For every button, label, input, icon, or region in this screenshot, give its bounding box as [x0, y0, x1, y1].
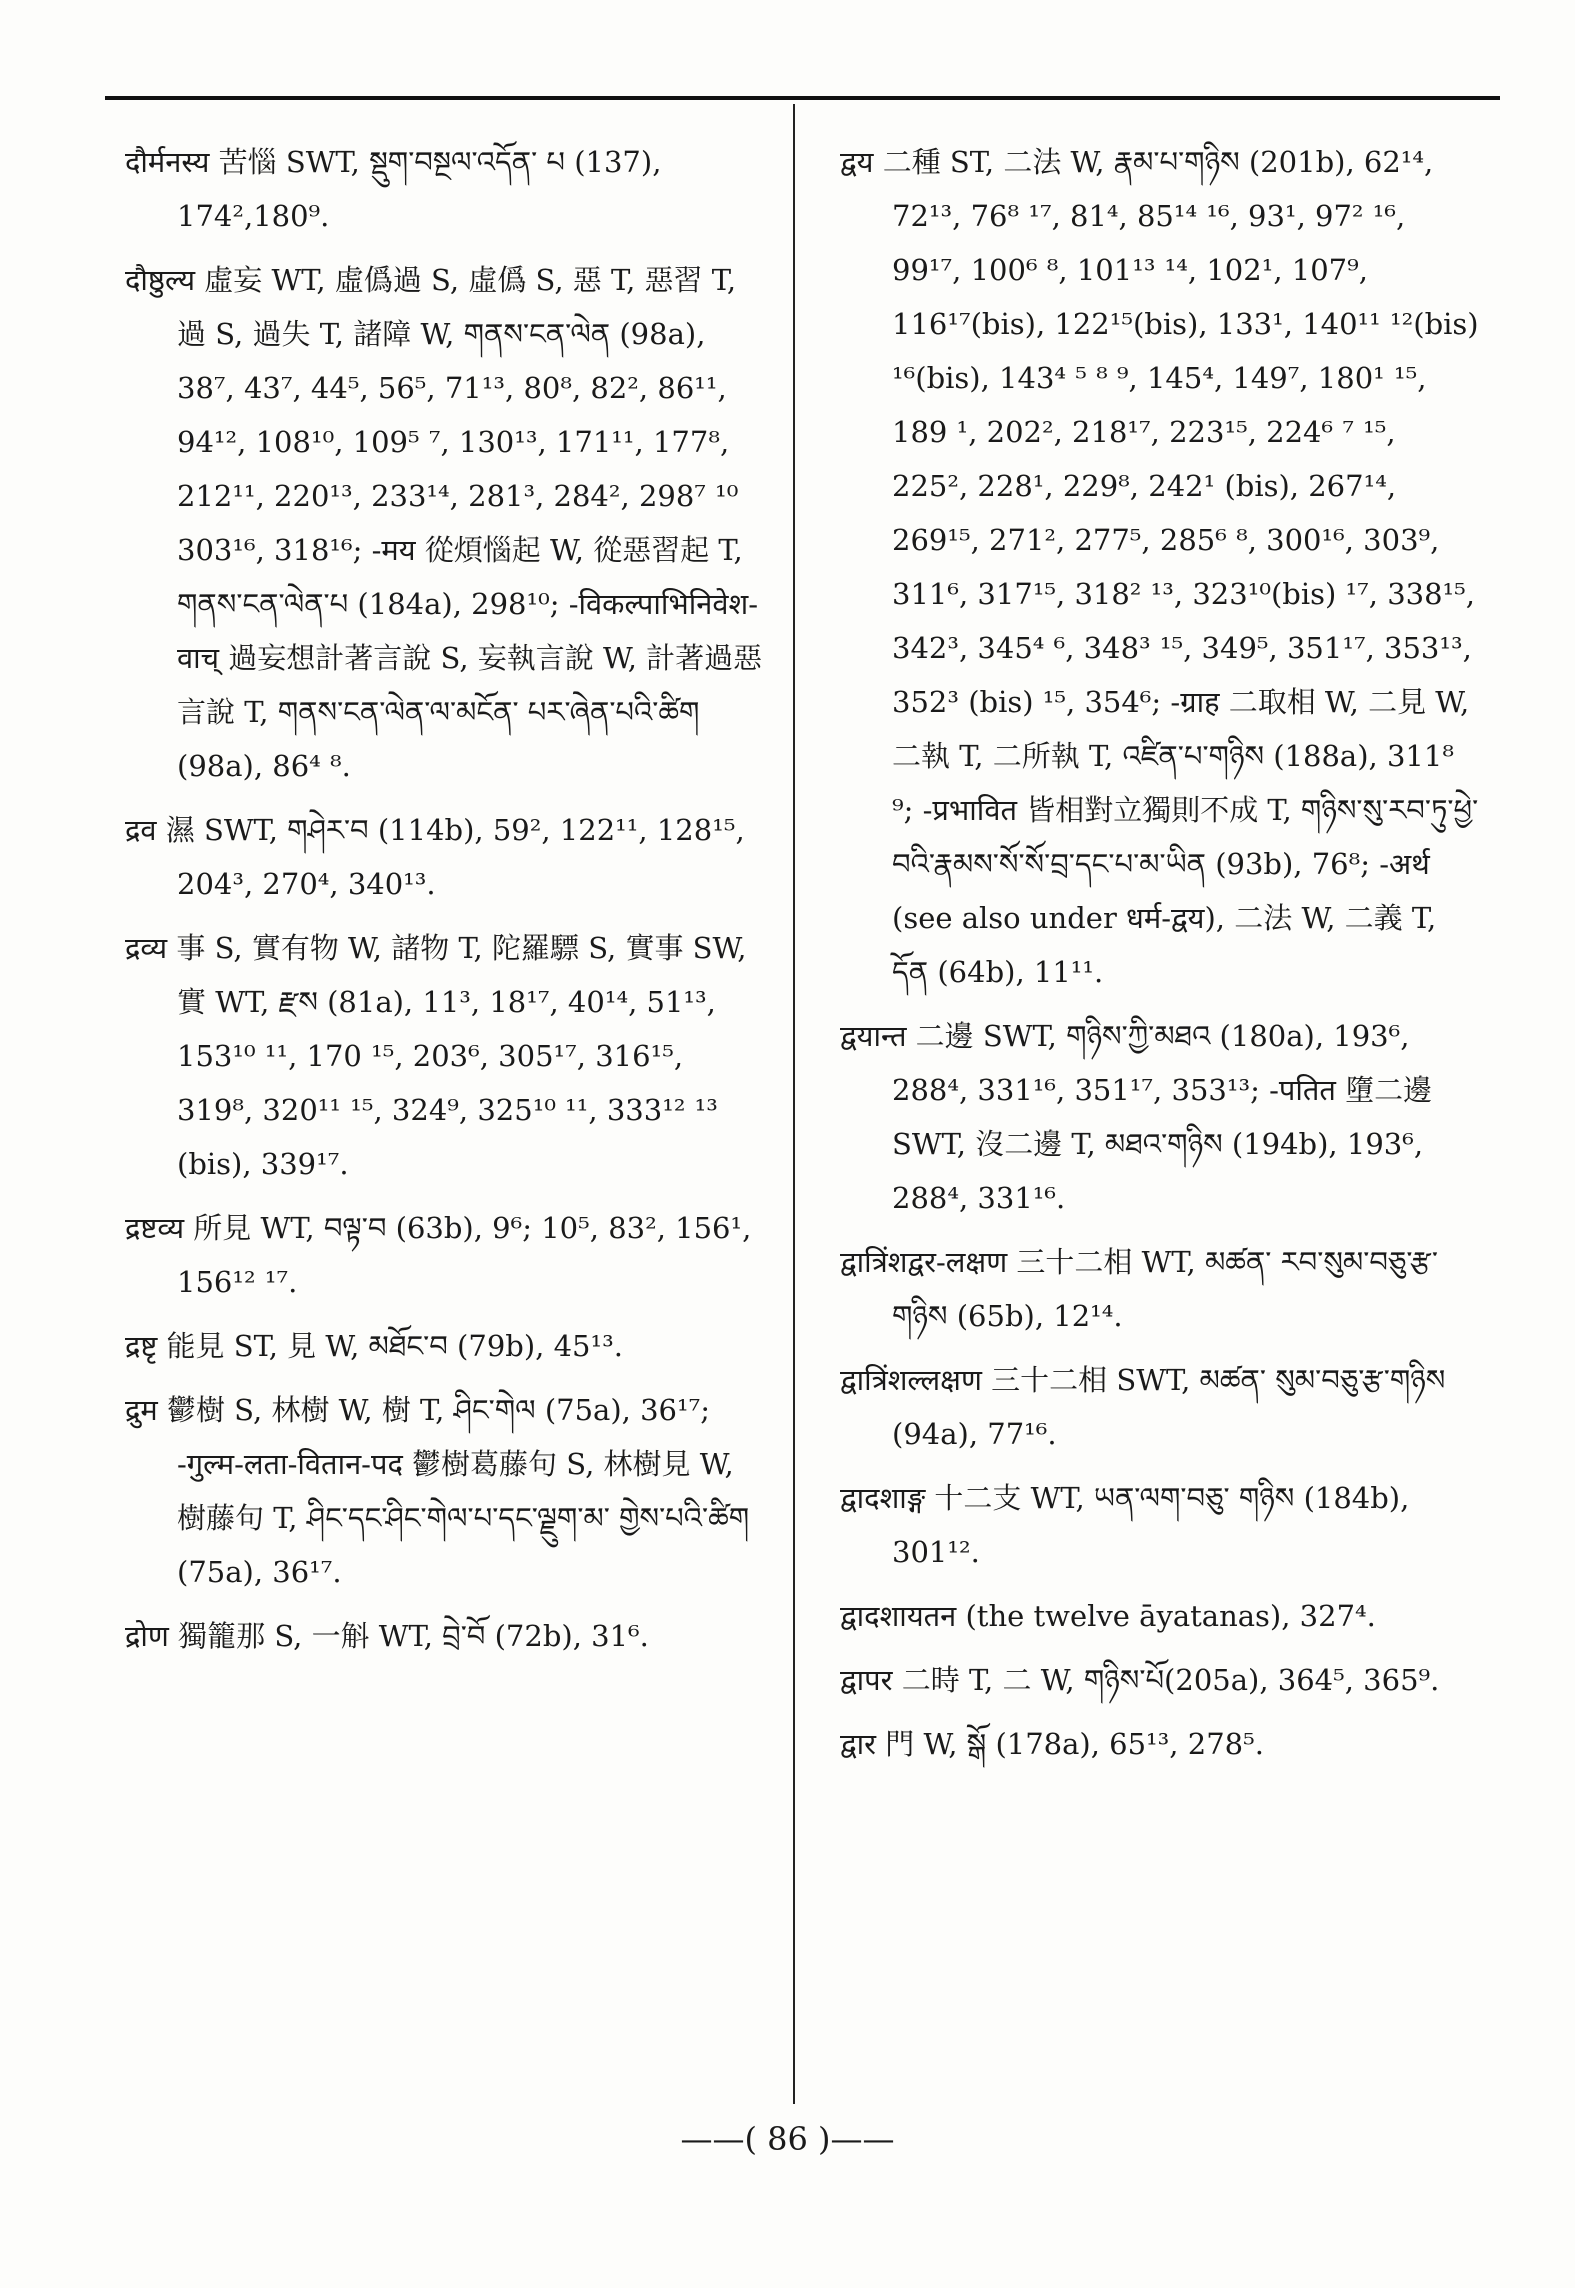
- entry: द्वार 門 W, སྒོ (178a), 65¹³, 278⁵.: [840, 1727, 1264, 1761]
- entry: दौर्मनस्य 苦惱 SWT, སྡུག་བསྔལ་འདོན་ པ (137), 174²,180⁹.: [125, 145, 662, 233]
- entry: द्वापर 二時 T, 二 W, གཉིས་པོ(205a), 364⁵, 365⁹.: [840, 1663, 1440, 1697]
- entry: द्वादशाङ्ग 十二支 WT, ཡན་ལག་བཅུ་ གཉིས (184b), 301¹².: [840, 1481, 1410, 1569]
- column-divider: [793, 104, 795, 2104]
- entry: द्वयान्त 二邊 SWT, གཉིས་ཀྱི་མཐའ (180a), 193⁶, 288⁴, 331¹⁶, 351¹⁷, 353¹³; -पतित 墮二邊 SWT, 沒二邊 T, མཐའ་གཉིས (194b), 193⁶, 288⁴, 331¹⁶.: [840, 1019, 1433, 1215]
- entry: द्वय 二種 ST, 二法 W, རྣམ་པ་གཉིས (201b), 62¹⁴, 72¹³, 76⁸ ¹⁷, 81⁴, 85¹⁴ ¹⁶, 93¹, 97² ¹⁶, 99¹⁷, 100⁶ ⁸, 101¹³ ¹⁴, 102¹, 107⁹, 116¹⁷(bis), 122¹⁵(bis), 133¹, 140¹¹ ¹²(bis) ¹⁶(bis), 143⁴ ⁵ ⁸ ⁹, 145⁴, 149⁷, 180¹ ¹⁵, 189 ¹, 202², 218¹⁷, 223¹⁵, 224⁶ ⁷ ¹⁵, 225², 228¹, 229⁸, 242¹ (bis), 267¹⁴, 269¹⁵, 271², 277⁵, 285⁶ ⁸, 300¹⁶, 303⁹, 311⁶, 317¹⁵, 318² ¹³, 323¹⁰(bis) ¹⁷, 338¹⁵, 342³, 345⁴ ⁶, 348³ ¹⁵, 349⁵, 351¹⁷, 353¹³, 352³ (bis) ¹⁵, 354⁶; -ग्राह 二取相 W, 二見 W, 二執 T, 二所執 T, འཛིན་པ་གཉིས (188a), 311⁸ ⁹; -प्रभावित 皆相對立獨則不成 T, གཉིས་སུ་རབ་ཏུ་ཕྱེ་ བའི་རྣམས་སོ་སོ་བྲ་དང་པ་མ་ཡིན (93b), 76⁸; -अर्थ (see also under धर्म-द्वय), 二法 W, 二義 T, དོན (64b), 11¹¹.: [840, 145, 1479, 989]
- top-rule: [105, 96, 1500, 100]
- page-number: ——( 86 )——: [680, 2120, 895, 2158]
- entry: द्रुम 鬱樹 S, 林樹 W, 樹 T, ཤིང་གེལ (75a), 36¹⁷; -गुल्म-लता-वितान-पद 鬱樹葛藤句 S, 林樹見 W, 樹藤句 T, ཤིང་དང་ཤིང་གེལ་པ་དང་ལྗུག་མ་ གྱེས་པའི་ཚིག (75a), 36¹⁷.: [125, 1393, 750, 1589]
- entry: द्रव्य 事 S, 實有物 W, 諸物 T, 陀羅驃 S, 實事 SW, 實 WT, རྫས (81a), 11³, 18¹⁷, 40¹⁴, 51¹³, 153¹⁰ ¹¹, 170 ¹⁵, 203⁶, 305¹⁷, 316¹⁵, 319⁸, 320¹¹ ¹⁵, 324⁹, 325¹⁰ ¹¹, 333¹² ¹³ (bis), 339¹⁷.: [125, 931, 747, 1181]
- right-column: [840, 135, 1480, 1781]
- entry: द्वात्रिंशद्वर-लक्षण 三十二相 WT, མཚན་ རབ་སུམ་བཅུ་རྩ་གཉིས (65b), 12¹⁴.: [840, 1245, 1439, 1333]
- entry: द्रोण 獨籠那 S, 一斛 WT, བྲེ་བོ (72b), 31⁶.: [125, 1619, 649, 1653]
- entry: द्वात्रिंशल्लक्षण 三十二相 SWT, མཚན་ སུམ་བཅུ་རྩ་གཉིས (94a), 77¹⁶.: [840, 1363, 1446, 1451]
- entry: दौष्ठुल्य 虛妄 WT, 虛僞過 S, 虛僞 S, 惡 T, 惡習 T, 過 S, 過失 T, 諸障 W, གནས་ངན་ལེན (98a), 38⁷, 43⁷, 44⁵, 56⁵, 71¹³, 80⁸, 82², 86¹¹, 94¹², 108¹⁰, 109⁵ ⁷, 130¹³, 171¹¹, 177⁸, 212¹¹, 220¹³, 233¹⁴, 281³, 284², 298⁷ ¹⁰ 303¹⁶, 318¹⁶; -मय 從煩惱起 W, 從惡習起 T, གནས་ངན་ལེན་པ (184a), 298¹⁰; -विकल्पाभिनिवेश-वाच् 過妄想計著言說 S, 妄執言說 W, 計著過惡言說 T, གནས་ངན་ལེན་ལ་མངོན་ པར་ཞེན་པའི་ཚིག (98a), 86⁴ ⁸.: [125, 263, 763, 783]
- entry: द्रव 濕 SWT, གཤེར་བ (114b), 59², 122¹¹, 128¹⁵, 204³, 270⁴, 340¹³.: [125, 813, 745, 901]
- entry: द्रष्टृ 能見 ST, 見 W, མཐོང་བ (79b), 45¹³.: [125, 1329, 623, 1363]
- entry: द्वादशायतन (the twelve āyatanas), 327⁴.: [840, 1599, 1376, 1633]
- left-column: [125, 135, 765, 1673]
- entry: द्रष्टव्य 所見 WT, བལྟ་བ (63b), 9⁶; 10⁵, 83², 156¹, 156¹² ¹⁷.: [125, 1211, 752, 1299]
